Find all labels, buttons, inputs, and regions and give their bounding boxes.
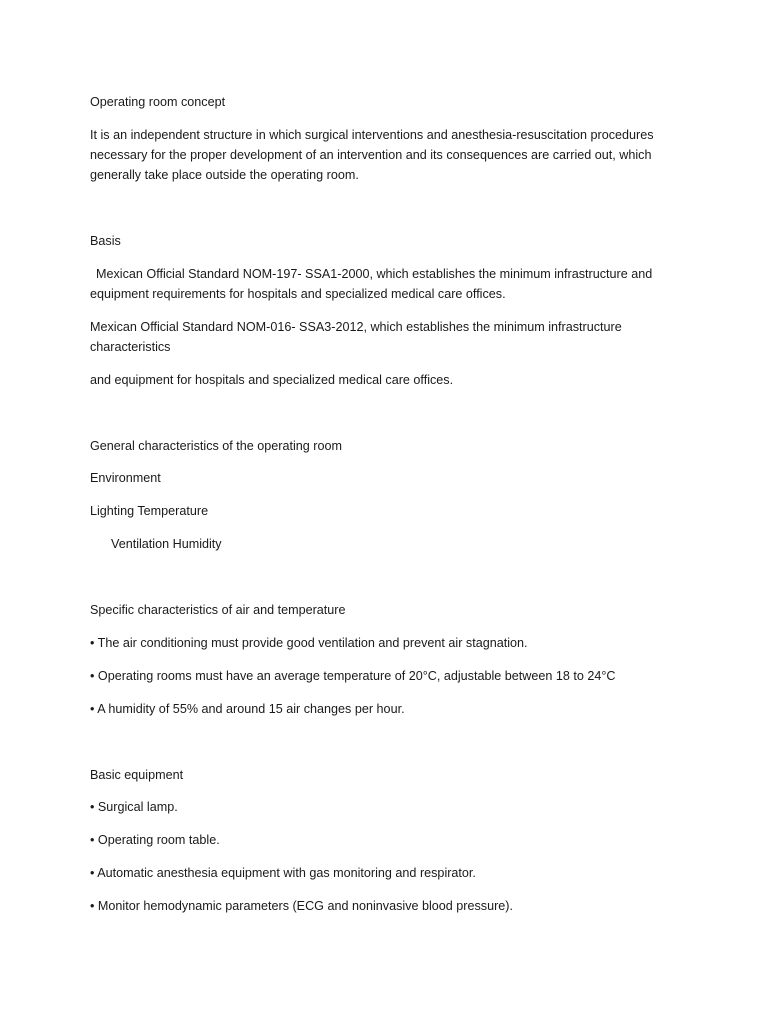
basis-standard-1: Mexican Official Standard NOM-197- SSA1-2000, which establishes the minimum infrastructure and equipment requirements for hospitals and specialized medical care offices. xyxy=(90,267,653,301)
intro-paragraph: It is an independent structure in which surgical interventions and anesthesia-resuscitation procedures necessary for the proper development of an intervention and its consequences are carried out, which generally take place outside the operating room. xyxy=(90,128,654,182)
equipment-bullet: • Automatic anesthesia equipment with gas monitoring and respirator. xyxy=(90,866,476,880)
basis-standard-2: Mexican Official Standard NOM-016- SSA3-2012, which establishes the minimum infrastructure characteristics xyxy=(90,320,622,354)
specific-bullet: • Operating rooms must have an average temperature of 20°C, adjustable between 18 to 24°C xyxy=(90,669,616,683)
equipment-bullet: • Operating room table. xyxy=(90,833,220,847)
heading-basic-equipment: Basic equipment xyxy=(90,768,184,782)
heading-specific-characteristics: Specific characteristics of air and temperature xyxy=(90,603,346,617)
general-item: Environment xyxy=(90,471,161,485)
heading-basis: Basis xyxy=(90,234,121,248)
equipment-bullet: • Monitor hemodynamic parameters (ECG and noninvasive blood pressure). xyxy=(90,899,513,913)
basis-standard-2-continuation: and equipment for hospitals and specialized medical care offices. xyxy=(90,373,454,387)
heading-general-characteristics: General characteristics of the operating room xyxy=(90,439,342,453)
heading-operating-room-concept: Operating room concept xyxy=(90,95,226,109)
general-item: Lighting Temperature xyxy=(90,504,209,518)
general-item: Ventilation Humidity xyxy=(111,537,222,551)
specific-bullet: • A humidity of 55% and around 15 air changes per hour. xyxy=(90,702,405,716)
equipment-bullet: • Surgical lamp. xyxy=(90,800,178,814)
specific-bullet: • The air conditioning must provide good ventilation and prevent air stagnation. xyxy=(90,636,528,650)
